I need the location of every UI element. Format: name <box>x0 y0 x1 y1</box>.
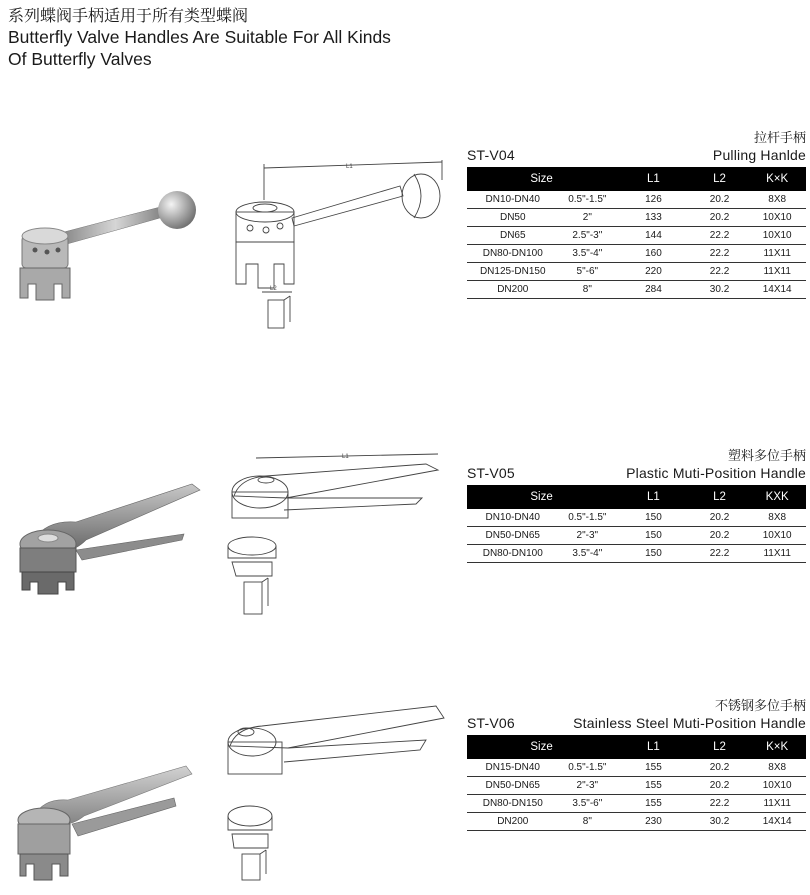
table-row <box>467 281 806 299</box>
cell-inch: 2.5"-3" <box>559 227 617 245</box>
cell-l1: 150 <box>616 545 691 563</box>
page-heading <box>8 6 528 70</box>
stainless-handle-drawing <box>222 704 448 884</box>
cell-dn: DN80-DN150 <box>467 795 559 813</box>
cell-kxk: 10X10 <box>748 209 806 227</box>
cell-l2: 20.2 <box>691 209 749 227</box>
cell-inch: 0.5"-1.5" <box>559 759 617 777</box>
cell-kxk: 11X11 <box>748 245 806 263</box>
cell-l1: 284 <box>616 281 691 299</box>
plastic-handle-drawing <box>226 450 446 620</box>
spec-block <box>467 130 806 299</box>
cell-l2: 20.2 <box>691 509 749 527</box>
pulling-handle-photo <box>14 188 204 308</box>
cell-dn: DN80-DN100 <box>467 545 559 563</box>
table-row <box>467 263 806 281</box>
cell-kxk: 10X10 <box>748 777 806 795</box>
header-kxk: K×K <box>748 735 806 759</box>
cell-dn: DN50-DN65 <box>467 777 559 795</box>
cell-l1: 155 <box>616 759 691 777</box>
cell-dn: DN80-DN100 <box>467 245 559 263</box>
table-row <box>467 509 806 527</box>
header-l2: L2 <box>691 167 749 191</box>
plastic-handle-photo <box>16 480 202 600</box>
cell-l1: 150 <box>616 527 691 545</box>
header-l1: L1 <box>616 167 691 191</box>
product-st-v06 <box>0 690 810 890</box>
cell-l1: 160 <box>616 245 691 263</box>
spec-table <box>467 735 806 831</box>
cell-inch: 8" <box>559 281 617 299</box>
product-code: ST-V06 <box>467 715 515 731</box>
header-l1: L1 <box>616 735 691 759</box>
cell-l2: 20.2 <box>691 759 749 777</box>
spec-table <box>467 485 806 563</box>
product-name-chinese: 拉杆手柄 <box>753 131 806 146</box>
cell-l1: 133 <box>616 209 691 227</box>
heading-english-line2: Of Butterfly Valves <box>8 49 152 69</box>
cell-inch: 0.5"-1.5" <box>559 509 617 527</box>
cell-dn: DN50-DN65 <box>467 527 559 545</box>
cell-inch: 0.5"-1.5" <box>559 191 617 209</box>
cell-l2: 22.2 <box>691 227 749 245</box>
cell-l2: 22.2 <box>691 545 749 563</box>
cell-dn: DN15-DN40 <box>467 759 559 777</box>
table-row <box>467 245 806 263</box>
cell-l1: 230 <box>616 813 691 831</box>
product-name-english: Plastic Muti-Position Handle <box>626 465 806 481</box>
stainless-handle-photo <box>14 760 200 885</box>
cell-l2: 22.2 <box>691 795 749 813</box>
product-name-english: Stainless Steel Muti-Position Handle <box>573 715 806 731</box>
header-size: Size <box>467 485 616 509</box>
cell-dn: DN200 <box>467 813 559 831</box>
cell-l1: 220 <box>616 263 691 281</box>
product-st-v05 <box>0 440 810 620</box>
header-l1: L1 <box>616 485 691 509</box>
table-row <box>467 777 806 795</box>
cell-inch: 3.5"-4" <box>559 245 617 263</box>
spec-block <box>467 698 806 831</box>
cell-l2: 30.2 <box>691 813 749 831</box>
heading-chinese: 系列蝶阀手柄适用于所有类型蝶阀 <box>8 6 249 25</box>
spec-table-header <box>467 167 806 191</box>
cell-kxk: 11X11 <box>748 545 806 563</box>
cell-inch: 5"-6" <box>559 263 617 281</box>
cell-dn: DN200 <box>467 281 559 299</box>
cell-inch: 2"-3" <box>559 527 617 545</box>
header-l2: L2 <box>691 735 749 759</box>
cell-inch: 3.5"-4" <box>559 545 617 563</box>
cell-kxk: 11X11 <box>748 795 806 813</box>
drawing-l1-label: L1 <box>346 164 353 170</box>
header-l2: L2 <box>691 485 749 509</box>
table-row <box>467 209 806 227</box>
table-row <box>467 813 806 831</box>
cell-inch: 2"-3" <box>559 777 617 795</box>
cell-kxk: 8X8 <box>748 191 806 209</box>
cell-l2: 30.2 <box>691 281 749 299</box>
product-name-chinese: 塑料多位手柄 <box>727 449 806 464</box>
cell-dn: DN65 <box>467 227 559 245</box>
cell-kxk: 8X8 <box>748 509 806 527</box>
cell-inch: 8" <box>559 813 617 831</box>
cell-kxk: 14X14 <box>748 813 806 831</box>
cell-kxk: 11X11 <box>748 263 806 281</box>
cell-l1: 155 <box>616 777 691 795</box>
heading-english-line1: Butterfly Valve Handles Are Suitable For All Kinds <box>8 27 391 47</box>
spec-block <box>467 448 806 563</box>
table-row <box>467 191 806 209</box>
cell-dn: DN10-DN40 <box>467 509 559 527</box>
cell-l2: 20.2 <box>691 777 749 795</box>
product-name-english: Pulling Hanlde <box>712 147 806 163</box>
spec-table <box>467 167 806 299</box>
cell-l1: 150 <box>616 509 691 527</box>
header-size: Size <box>467 167 616 191</box>
header-kxk: K×K <box>748 167 806 191</box>
cell-l2: 20.2 <box>691 191 749 209</box>
table-row <box>467 795 806 813</box>
table-row <box>467 759 806 777</box>
header-kxk: KXK <box>748 485 806 509</box>
cell-kxk: 14X14 <box>748 281 806 299</box>
cell-l1: 155 <box>616 795 691 813</box>
cell-l2: 22.2 <box>691 245 749 263</box>
cell-dn: DN10-DN40 <box>467 191 559 209</box>
cell-kxk: 10X10 <box>748 527 806 545</box>
table-row <box>467 545 806 563</box>
pulling-handle-drawing <box>214 160 454 330</box>
product-st-v04 <box>0 120 810 340</box>
cell-inch: 3.5"-6" <box>559 795 617 813</box>
cell-l1: 144 <box>616 227 691 245</box>
cell-kxk: 8X8 <box>748 759 806 777</box>
product-code: ST-V05 <box>467 465 515 481</box>
cell-dn: DN50 <box>467 209 559 227</box>
cell-dn: DN125-DN150 <box>467 263 559 281</box>
cell-l2: 20.2 <box>691 527 749 545</box>
table-row <box>467 527 806 545</box>
product-name-chinese: 不锈钢多位手柄 <box>714 699 806 714</box>
cell-kxk: 10X10 <box>748 227 806 245</box>
cell-l1: 126 <box>616 191 691 209</box>
drawing-l1-label: L1 <box>342 454 349 460</box>
spec-table-header <box>467 485 806 509</box>
cell-l2: 22.2 <box>691 263 749 281</box>
header-size: Size <box>467 735 616 759</box>
spec-table-header <box>467 735 806 759</box>
product-code: ST-V04 <box>467 147 515 163</box>
drawing-l2-label: L2 <box>270 286 277 292</box>
table-row <box>467 227 806 245</box>
cell-inch: 2" <box>559 209 617 227</box>
